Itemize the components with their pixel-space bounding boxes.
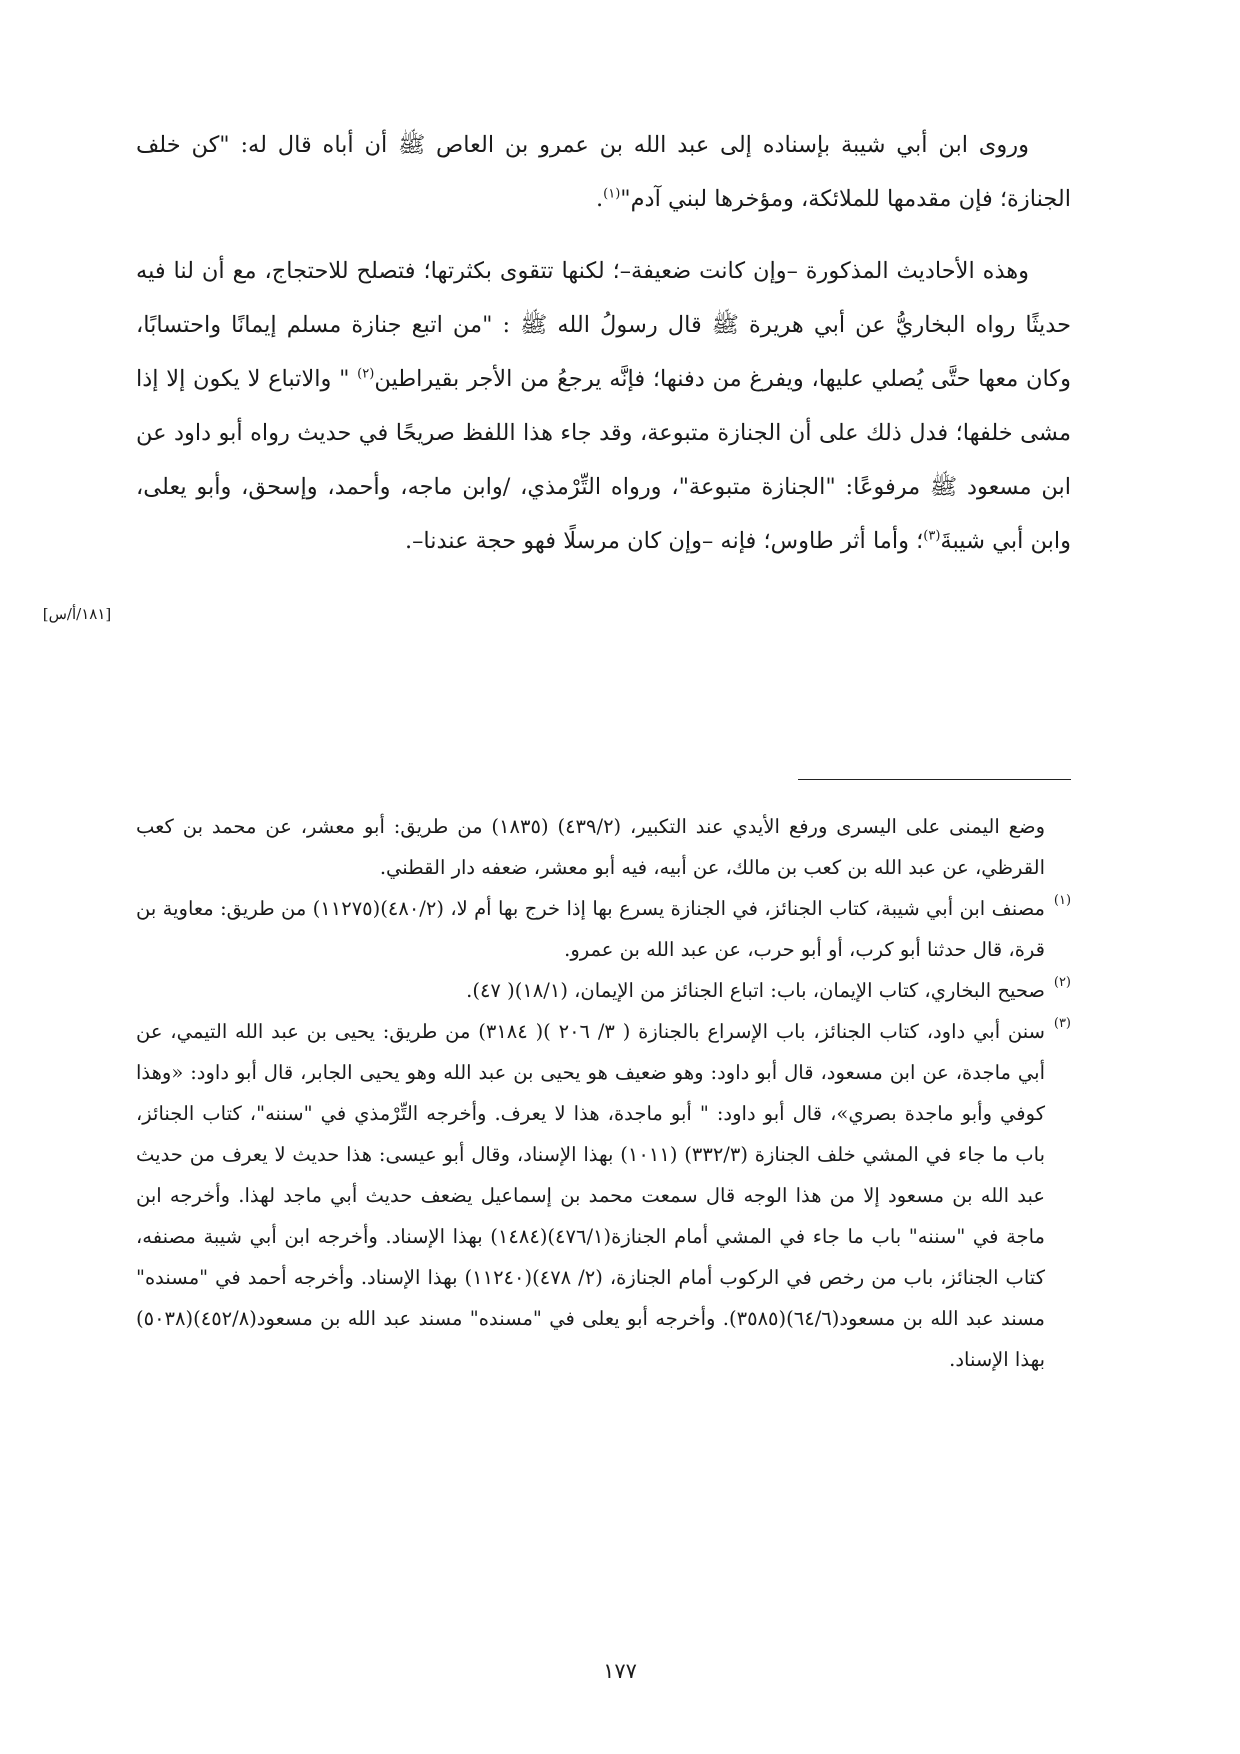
paragraph-2: [136, 244, 1071, 568]
footnote-2-number: (٢): [1053, 975, 1071, 990]
footnote-1: [136, 888, 1071, 970]
page-number: ١٧٧: [603, 1659, 637, 1683]
footnote-2-text: صحيح البخاري، كتاب الإيمان، باب: اتباع الجنائز من الإيمان، (١٨/١)( ٤٧).: [466, 979, 1045, 1002]
paragraph-2-text-c: ؛ وأما أثر طاوس؛ فإنه –وإن كان مرسلًا فهو حجة عندنا–.: [404, 528, 924, 554]
paragraph-1: [136, 118, 1071, 226]
footnote-1-number: (١): [1053, 893, 1072, 908]
paragraph-2-text-b: " والاتباع لا يكون إلا إذا مشى خلفها؛ فدل ذلك على أن الجنازة متبوعة، وقد جاء هذا اللفظ صريحًا في حديث رواه أبو داود عن ابن مسعود ﷺ مرفوعًا: "الجنازة متبوعة"، ورواه التِّرْمذي، /وابن ماجه، وأحمد، وإسحق، وأبو يعلى، وابن أبي شيبةَ: [136, 366, 1071, 554]
footnote-ref-1[interactable]: (١): [603, 186, 621, 202]
footnote-separator: [798, 779, 1071, 780]
footnote-ref-3[interactable]: (٣): [923, 528, 941, 544]
footnote-ref-2[interactable]: (٢): [357, 366, 375, 382]
paragraph-1-text: وروى ابن أبي شيبة بإسناده إلى عبد الله بن عمرو بن العاص ﷺ أن أباه قال له: "كن خلف الجنازة؛ فإن مقدمها للملائكة، ومؤخرها لبني آدم": [136, 132, 1071, 212]
footnote-3: [136, 1011, 1071, 1380]
footnotes-section: [136, 806, 1071, 1380]
manuscript-folio-marker: [١٨١/أ/س]: [42, 605, 112, 623]
footnote-1-text: مصنف ابن أبي شيبة، كتاب الجنائز، في الجنازة يسرع بها إذا خرج بها أم لا، (٤٨٠/٢)(١١٢٧٥) من طريق: معاوية بن قرة، قال حدثنا أبو كرب، أو أبو حرب، عن عبد الله بن عمرو.: [136, 897, 1046, 961]
footnote-3-number: (٣): [1053, 1016, 1071, 1031]
footnote-3-text: سنن أبي داود، كتاب الجنائز، باب الإسراع بالجنازة ( ٣/ ٢٠٦ )( ٣١٨٤) من طريق: يحيى بن عبد الله التيمي، عن أبي ماجدة، عن ابن مسعود، قال أبو داود: وهو ضعيف هو يحيى بن عبد الله وهو يحيى الجابر، قال أبو داود: «وهذا كوفي وأبو ماجدة بصري»، قال أبو داود: " أبو ماجدة، هذا لا يعرف. وأخرجه التِّرْمذي في "سننه"، كتاب الجنائز، باب ما جاء في المشي خلف الجنازة (٣٣٢/٣) (١٠١١) بهذا الإسناد، وقال أبو عيسى: هذا حديث لا يعرف من حديث عبد الله بن مسعود إلا من هذا الوجه قال سمعت محمد بن إسماعيل يضعف حديث أبي ماجد لهذا. وأخرجه ابن ماجة في "سننه" باب ما جاء في المشي أمام الجنازة(٤٧٦/١)(١٤٨٤) بهذا الإسناد. وأخرجه ابن أبي شيبة مصنفه، كتاب الجنائز، باب من رخص في الركوب أمام الجنازة، (٢/ ٤٧٨)(١١٢٤٠) بهذا الإسناد. وأخرجه أحمد في "مسنده" مسند عبد الله بن مسعود(٦٤/٦)(٣٥٨٥). وأخرجه أبو يعلى في "مسنده" مسند عبد الله بن مسعود(٤٥٢/٨)(٥٠٣٨) بهذا الإسناد.: [136, 1020, 1046, 1371]
footnote-2: [136, 970, 1071, 1011]
main-text-body: [136, 118, 1071, 568]
paragraph-1-end: .: [595, 186, 604, 212]
footnote-carryover: وضع اليمنى على اليسرى ورفع الأيدي عند التكبير، (٤٣٩/٢) (١٨٣٥) من طريق: أبو معشر، عن محمد بن كعب القرظي، عن عبد الله بن كعب بن مالك، عن أبيه، فيه أبو معشر، ضعفه دار القطني.: [136, 815, 1046, 879]
paragraph-2-text-a: وهذه الأحاديث المذكورة –وإن كانت ضعيفة–؛ لكنها تتقوى بكثرتها؛ فتصلح للاحتجاج، مع أن لنا فيه حديثًا رواه البخاريُّ عن أبي هريرة ﷺ قال رسولُ الله ﷺ : "من اتبع جنازة مسلم إيمانًا واحتسابًا، وكان معها حتَّى يُصلي عليها، ويفرغ من دفنها؛ فإنَّه يرجعُ من الأجر بقيراطين: [136, 258, 1071, 392]
